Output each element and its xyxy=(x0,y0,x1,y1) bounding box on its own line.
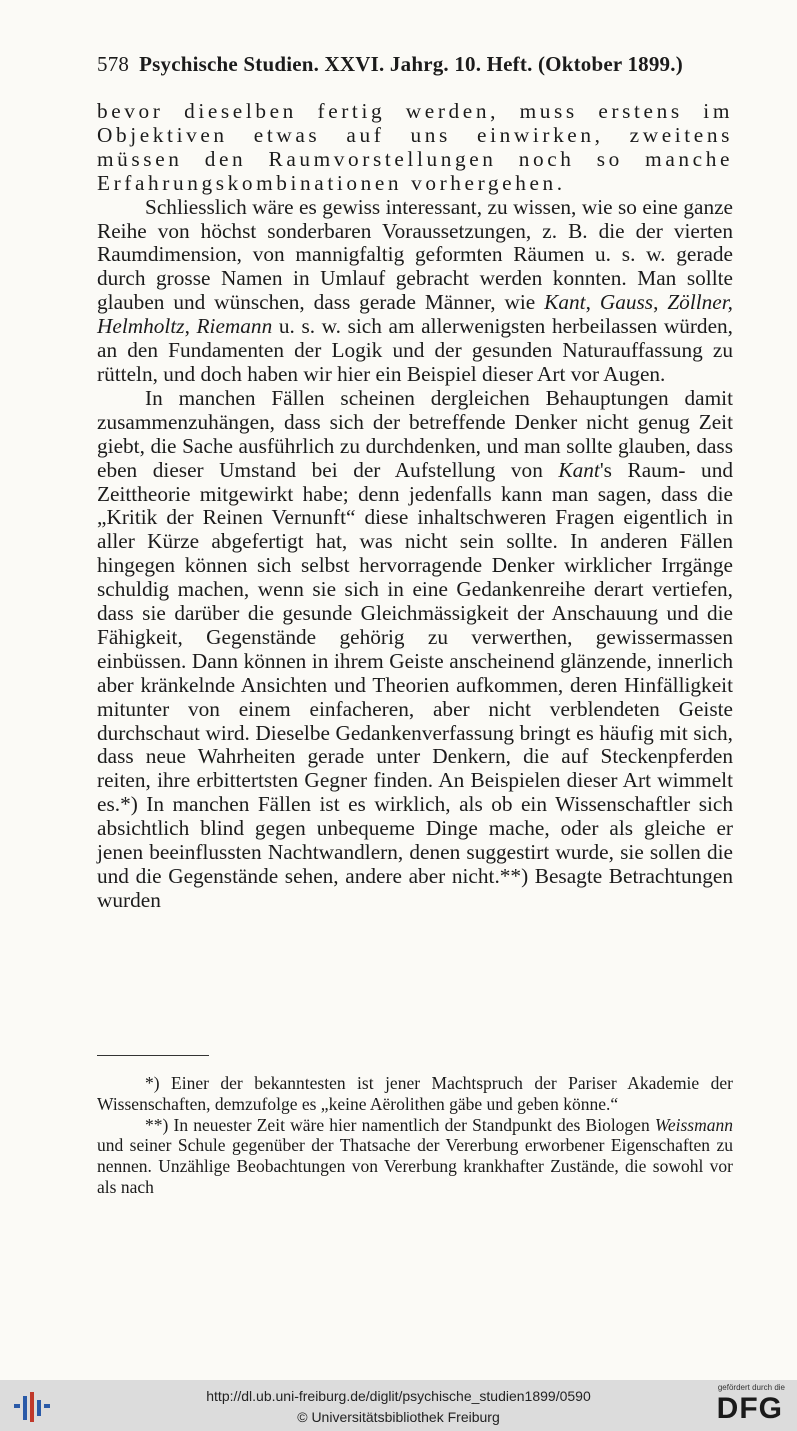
footnote-2-text-a: **) In neuester Zeit wäre hier namentlich der Standpunkt des Biologen xyxy=(145,1114,650,1135)
footnote-separator xyxy=(97,1055,209,1056)
footnote-1: *) Einer der bekanntesten ist jener Machtspruch der Pariser Akademie der Wissenschaften, demzufolge es „keine Aërolithen gäbe und geben könne.“ xyxy=(97,1073,733,1114)
document-url[interactable]: http://dl.ub.uni-freiburg.de/diglit/psychische_studien1899/0590 xyxy=(206,1388,591,1404)
name-zoellner: Zöllner, xyxy=(667,290,734,315)
footnotes xyxy=(97,1073,733,1198)
name-kant: Kant xyxy=(544,290,586,315)
main-text xyxy=(97,100,733,913)
name-kant: Kant xyxy=(558,457,600,482)
paragraph-2-text-b: u. s. w. sich am allerwenigsten herbeilassen würden, an den Fundamenten der Logik und der gesunden Naturauffassung zu rütteln, und doch haben wir hier ein Beispiel dieser Art vor Augen. xyxy=(97,314,734,386)
name-helmholtz: Helmholtz xyxy=(97,314,185,339)
paragraph-3-text-b: 's Raum- und Zeittheorie mitgewirkt habe; denn jedenfalls kann man sagen, dass die „Kritik der Reinen Vernunft“ diese inhaltschweren Fragen eigentlich in aller Kürze abgefertigt hat, was nicht sein sollte. In anderen Fällen hingegen können sich selbst hervorragende Denker wirklicher Irrgänge schuldig machen, wenn sie sich in eine Gedankenreihe derart vertiefen, dass sie darüber die gesunde Gleichmässigkeit der Anschauung und die Fähigkeit, Gegenstände gehörig zu verwerthen, gewissermassen einbüssen. Dann können in ihrem Geiste anscheinend glänzende, innerlich aber kränkelnde Ansichten und Theorien aufkommen, deren Hinfälligkeit mitunter von einem einfacheren, aber nicht verblendeten Geiste durchschaut wird. Dieselbe Gedankenverfassung bringt es häufig mit sich, dass neue Wahrheiten gerade unter Denkern, die auf Steckenpferden reiten, ihre erbittertsten Gegner finden. An Beispielen dieser Art wimmelt es.*) In manchen Fällen ist es wirklich, als ob ein Wissenschaftler sich absichtlich blind gegen unbequeme Dinge mache, oder als gleiche er jenen beeinflussten Nachtwandlern, denen suggestirt wurde, sie sollen die und die Gegenstände sehen, andere aber nicht.**) Besagte Betrachtungen wurden xyxy=(97,457,733,912)
paragraph-3-text-a: In manchen Fällen scheinen dergleichen Behauptungen damit zusammenzuhängen, dass sich der betreffende Denker nicht genug Zeit giebt, die Sache ausführlich zu durchdenken, und man sollte glauben, dass eben dieser Umstand bei der Aufstellung von xyxy=(97,385,733,482)
comma: , xyxy=(184,314,190,339)
paragraph-3 xyxy=(97,387,733,913)
name-gauss: Gauss xyxy=(599,290,654,315)
paragraph-2-text-a: Schliesslich wäre es gewiss interessant, zu wissen, wie so eine ganze Reihe von höchst sonderbaren Voraussetzungen, z. B. die der vierten Raumdimension, von mannigfaltig geformten Räumen u. s. w. gerade durch grosse Namen in Umlauf gebracht werden konnten. Man sollte glauben und wünschen, dass gerade Männer, wie xyxy=(97,194,733,315)
paragraph-2 xyxy=(97,196,733,387)
dfg-logo: DFG xyxy=(716,1392,783,1425)
footnote-2 xyxy=(97,1115,733,1198)
page-number: 578 xyxy=(97,52,130,76)
comma: , xyxy=(585,290,591,315)
footnote-2-text-b: und seiner Schule gegenüber der Thatsache der Vererbung erworbener Eigenschaften zu nennen. Unzählige Beobachtungen von Vererbung krankhafter Zustände, die sowohl vor als nach xyxy=(97,1135,733,1197)
funded-by-label: gefördert durch die xyxy=(717,1383,785,1392)
viewer-footer xyxy=(0,1380,797,1431)
running-title: Psychische Studien. XXVI. Jahrg. 10. Heft. (Oktober 1899.) xyxy=(139,52,683,76)
paragraph-1: bevor dieselben fertig werden, muss erstens im Objektiven etwas auf uns einwirken, zweitens müssen den Raumvorstellungen noch so manche Erfahrungskombinationen vorhergehen. xyxy=(97,99,733,195)
name-weissmann: Weissmann xyxy=(654,1114,733,1135)
running-header xyxy=(97,52,733,77)
name-riemann: Riemann xyxy=(196,314,273,339)
comma: , xyxy=(653,290,659,315)
copyright-notice: © Universitätsbibliothek Freiburg xyxy=(297,1409,500,1425)
